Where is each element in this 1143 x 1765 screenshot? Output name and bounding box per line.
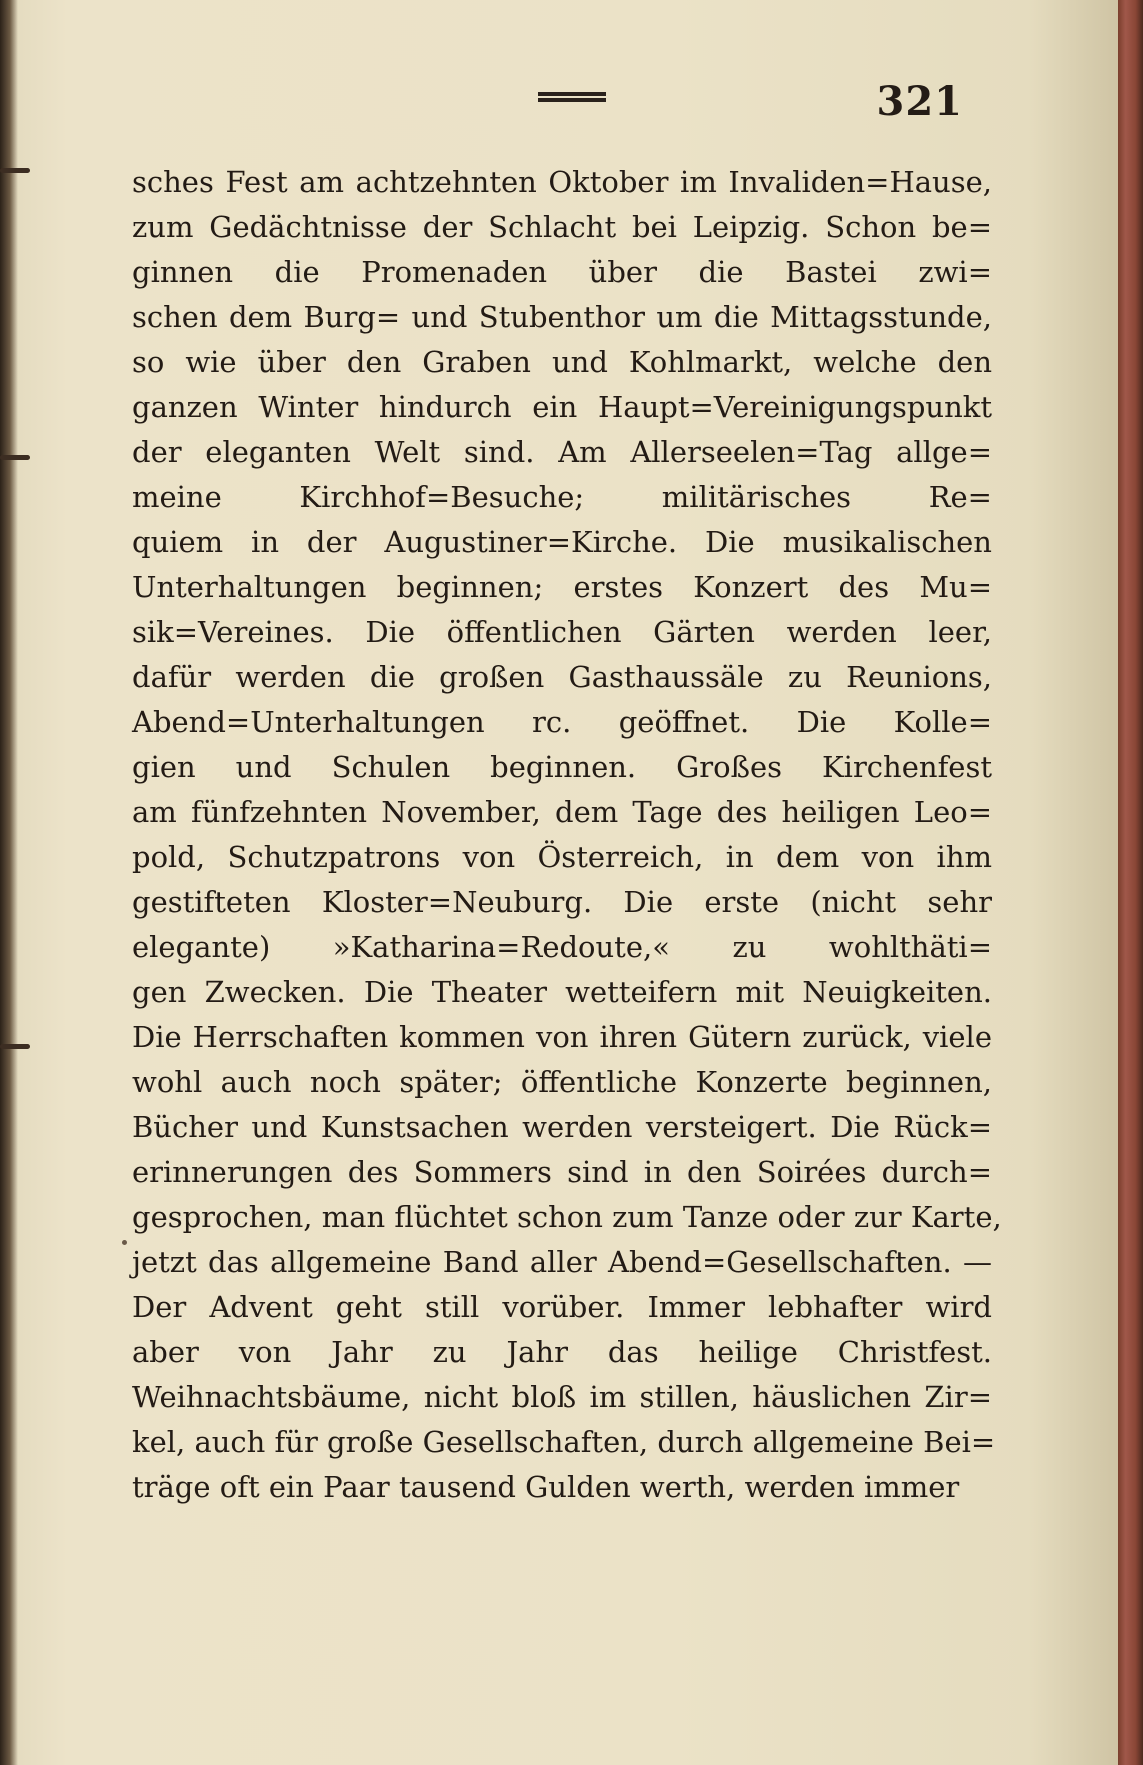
page-edge xyxy=(1118,0,1143,1765)
text-line: am fünfzehnten November, dem Tage des heiligen Leo= xyxy=(132,795,992,829)
text-line: träge oft ein Paar tausend Gulden werth, werden immer xyxy=(132,1470,960,1504)
page-number: 321 xyxy=(876,78,963,125)
text-line: Abend=Unterhaltungen rc. geöffnet. Die Kolle= xyxy=(132,705,992,739)
text-line: Bücher und Kunstsachen werden versteigert. Die Rück= xyxy=(132,1110,992,1144)
text-line: meine Kirchhof=Besuche; militärisches Re= xyxy=(132,480,992,514)
text-line: der eleganten Welt sind. Am Allerseelen=Tag allge= xyxy=(132,435,992,469)
text-line: sches Fest am achtzehnten Oktober im Invaliden=Hause, xyxy=(132,165,992,199)
text-line: Weihnachtsbäume, nicht bloß im stillen, häuslichen Zir= xyxy=(132,1380,992,1414)
text-line: Der Advent geht still vorüber. Immer lebhafter wird xyxy=(132,1290,992,1324)
text-line: gien und Schulen beginnen. Großes Kirchenfest xyxy=(132,750,992,784)
binding-thread xyxy=(0,1044,30,1049)
text-line: jetzt das allgemeine Band aller Abend=Gesellschaften. — xyxy=(132,1245,992,1279)
text-line: quiem in der Augustiner=Kirche. Die musikalischen xyxy=(132,525,992,559)
text-line: sik=Vereines. Die öffentlichen Gärten werden leer, xyxy=(132,615,992,649)
text-line: gen Zwecken. Die Theater wetteifern mit Neuigkeiten. xyxy=(132,975,992,1009)
binding-thread xyxy=(0,168,30,173)
text-line: gestifteten Kloster=Neuburg. Die erste (nicht sehr xyxy=(132,885,992,919)
text-line: gesprochen, man flüchtet schon zum Tanze oder zur Karte, xyxy=(132,1200,1002,1234)
paper-speck xyxy=(122,1240,127,1245)
text-line: pold, Schutzpatrons von Österreich, in dem von ihm xyxy=(132,840,992,874)
text-line: kel, auch für große Gesellschaften, durch allgemeine Bei= xyxy=(132,1425,996,1459)
binding-thread xyxy=(0,455,30,460)
body-text xyxy=(132,160,1002,1510)
text-line: Die Herrschaften kommen von ihren Gütern zurück, viele xyxy=(132,1020,992,1054)
text-line: aber von Jahr zu Jahr das heilige Christfest. xyxy=(132,1335,992,1369)
text-line: dafür werden die großen Gasthaussäle zu Reunions, xyxy=(132,660,992,694)
text-line: Unterhaltungen beginnen; erstes Konzert des Mu= xyxy=(132,570,992,604)
header-rule xyxy=(538,92,606,102)
spine-shadow xyxy=(0,0,18,1765)
text-line: wohl auch noch später; öffentliche Konzerte beginnen, xyxy=(132,1065,992,1099)
text-line: elegante) »Katharina=Redoute,« zu wohlthäti= xyxy=(132,930,992,964)
text-line: erinnerungen des Sommers sind in den Soirées durch= xyxy=(132,1155,992,1189)
text-line: ginnen die Promenaden über die Bastei zwi= xyxy=(132,255,992,289)
text-line: zum Gedächtnisse der Schlacht bei Leipzig. Schon be= xyxy=(132,210,992,244)
text-line: ganzen Winter hindurch ein Haupt=Vereinigungspunkt xyxy=(132,390,992,424)
text-line: schen dem Burg= und Stubenthor um die Mittagsstunde, xyxy=(132,300,992,334)
text-line: so wie über den Graben und Kohlmarkt, welche den xyxy=(132,345,992,379)
